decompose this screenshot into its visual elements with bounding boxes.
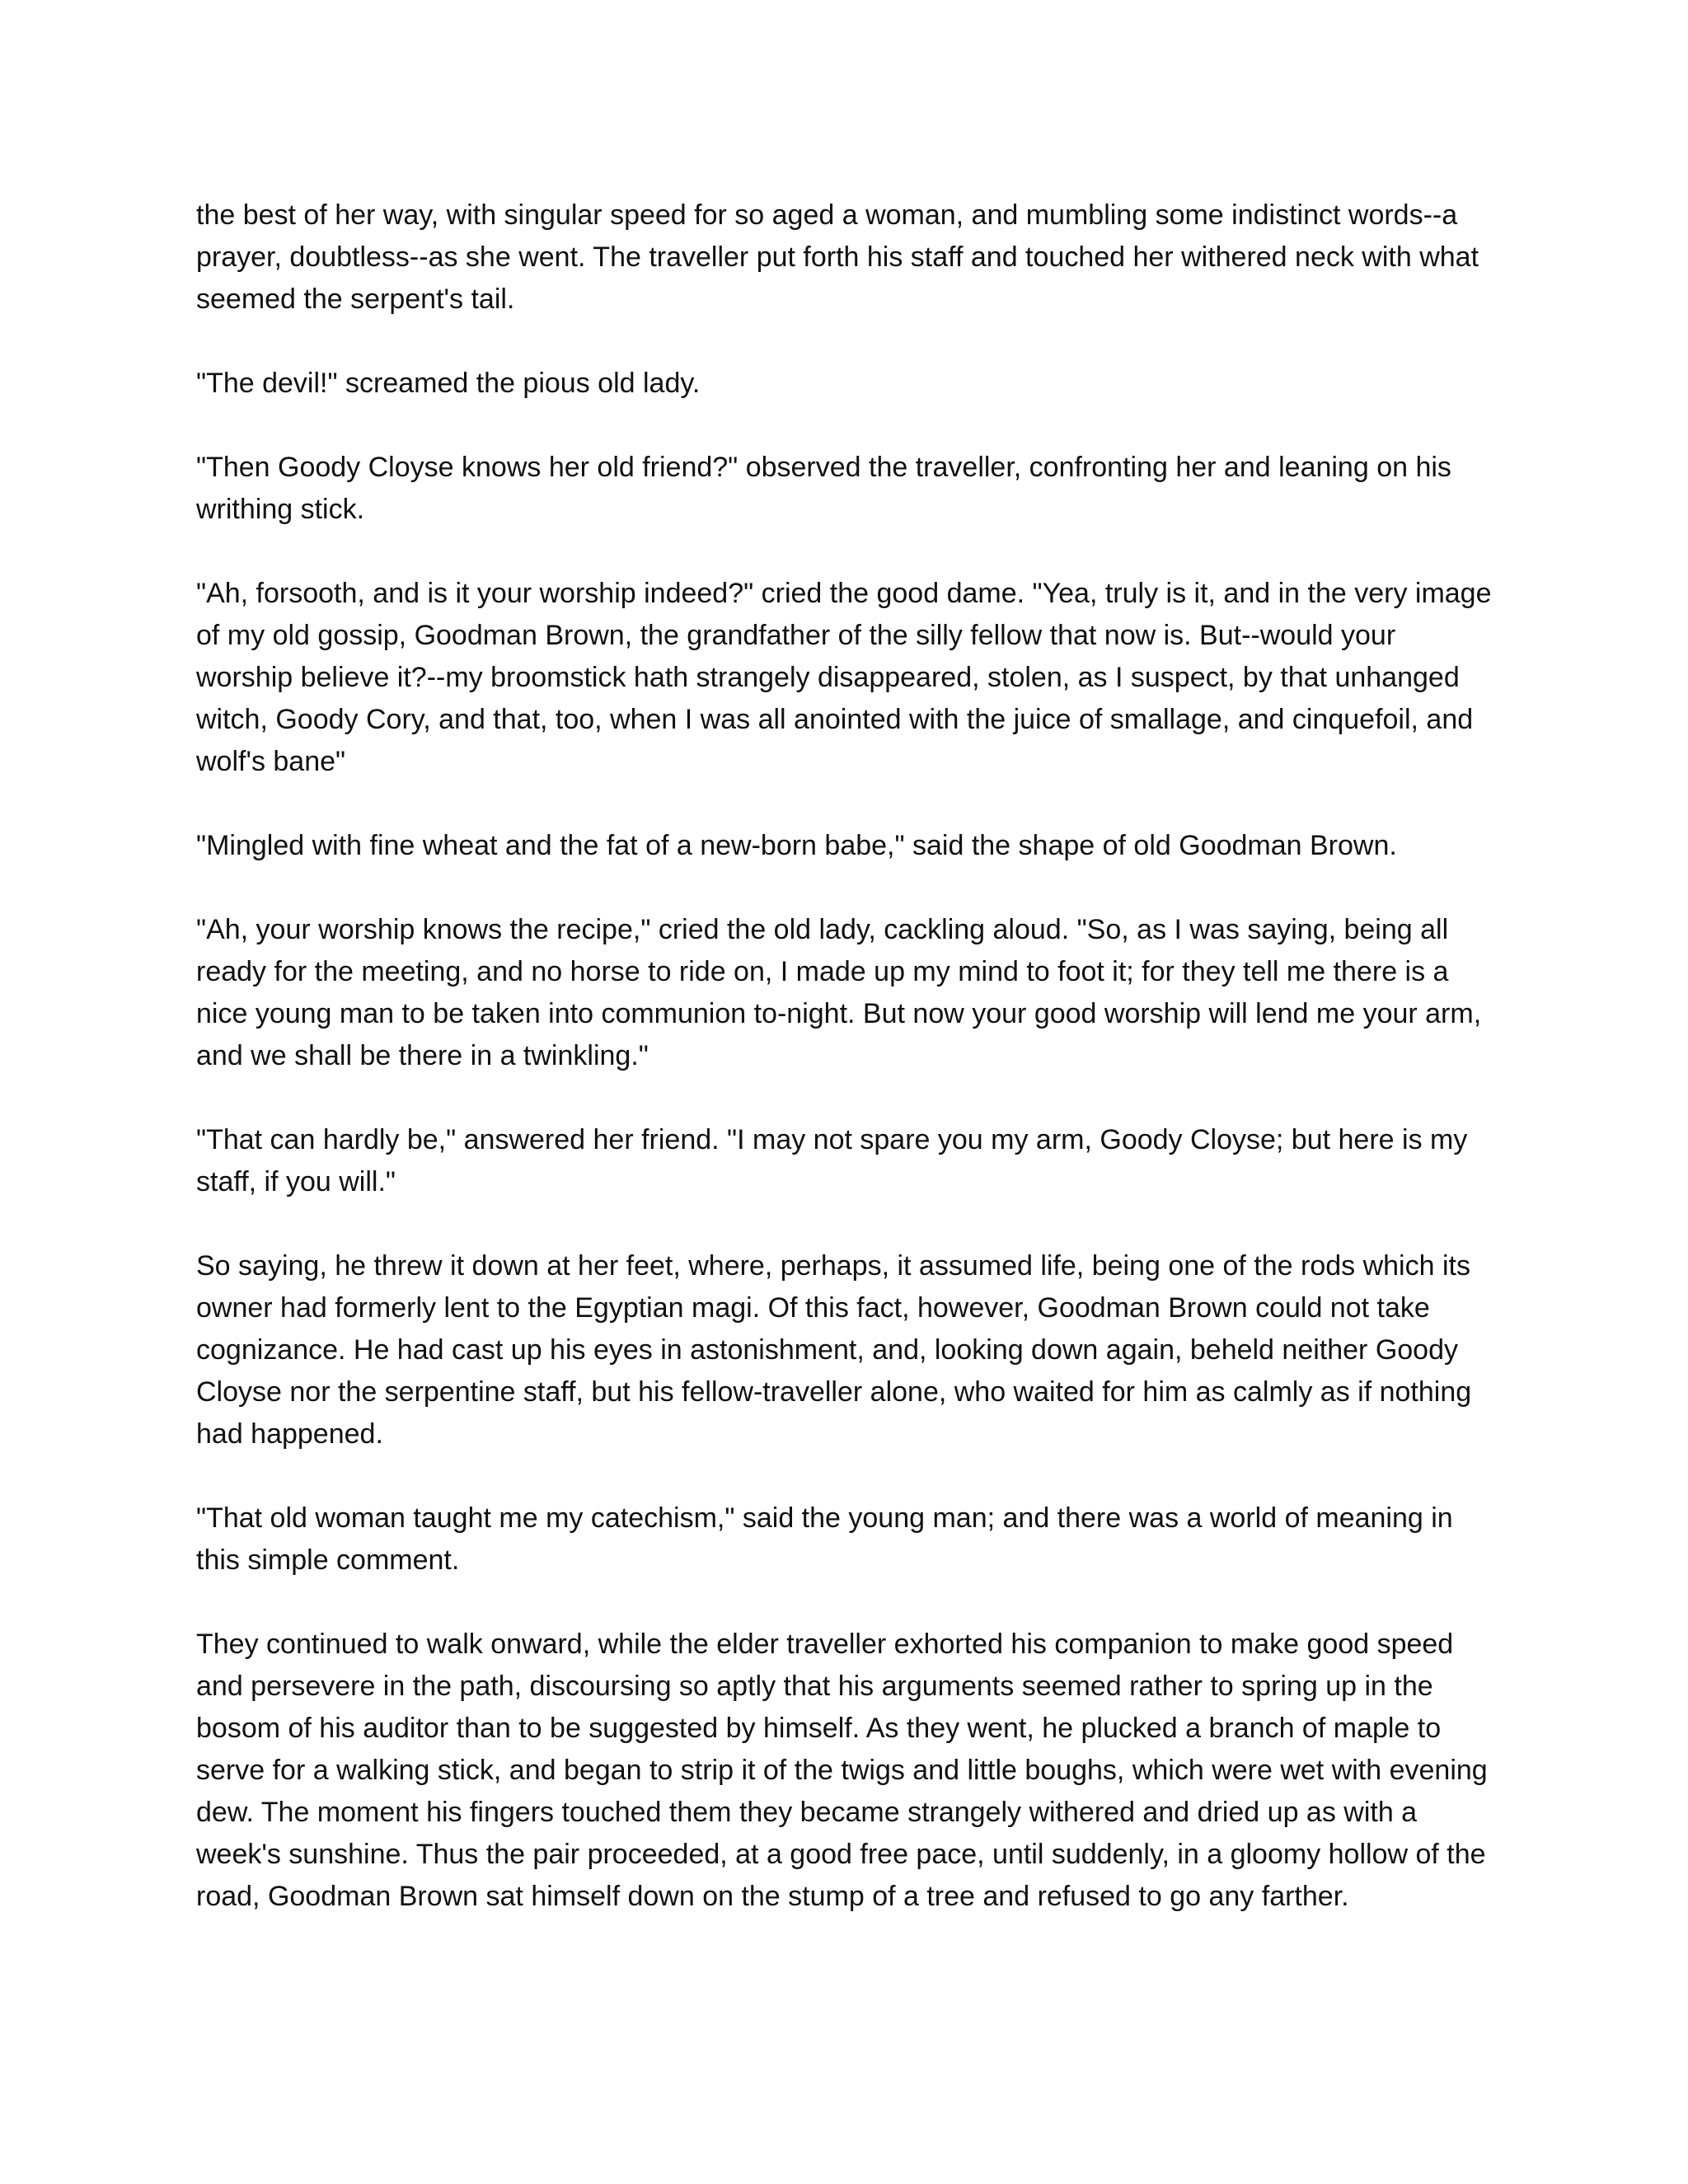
paragraph: "Then Goody Cloyse knows her old friend?" observed the traveller, confronting her and leaning on his writhing stick. bbox=[196, 452, 1451, 525]
paragraph: They continued to walk onward, while the elder traveller exhorted his companion to make good speed and persevere in the path, discoursing so aptly that his arguments seemed rather to spring up in the bosom of his auditor than to be suggested by himself. As they went, he plucked a branch of maple to serve for a walking stick, and began to strip it of the twigs and little boughs, which were wet with evening dew. The moment his fingers touched them they became strangely withered and dried up as with a week's sunshine. Thus the pair proceeded, at a good free pace, until suddenly, in a gloomy hollow of the road, Goodman Brown sat himself down on the stump of a tree and refused to go any farther. bbox=[196, 1629, 1488, 1912]
paragraph: "Mingled with fine wheat and the fat of a new-born babe," said the shape of old Goodman Brown. bbox=[196, 830, 1397, 861]
paragraph: the best of her way, with singular speed for so aged a woman, and mumbling some indistinct words--a prayer, doubtless--as she went. The traveller put forth his staff and touched her withered neck with what seemed the serpent's tail. bbox=[196, 199, 1479, 315]
paragraph: "That old woman taught me my catechism," said the young man; and there was a world of meaning in this simple comment. bbox=[196, 1502, 1453, 1576]
paragraph: "Ah, your worship knows the recipe," cried the old lady, cackling aloud. "So, as I was saying, being all ready for the meeting, and no horse to ride on, I made up my mind to foot it; for they tell me there is a nice young man to be taken into communion to-night. But now your good worship will lend me your arm, and we shall be there in a twinkling." bbox=[196, 914, 1482, 1071]
paragraph: "The devil!" screamed the pious old lady. bbox=[196, 368, 701, 399]
body-text bbox=[196, 194, 1498, 1960]
paragraph: "Ah, forsooth, and is it your worship indeed?" cried the good dame. "Yea, truly is it, and in the very image of my old gossip, Goodman Brown, the grandfather of the silly fellow that now is. But--would your worship believe it?--my broomstick hath strangely disappeared, stolen, as I suspect, by that unhanged witch, Goody Cory, and that, too, when I was all anointed with the juice of smallage, and cinquefoil, and wolf's bane" bbox=[196, 578, 1492, 777]
paragraph: "That can hardly be," answered her friend. "I may not spare you my arm, Goody Cloyse; but here is my staff, if you will." bbox=[196, 1124, 1468, 1197]
paragraph: So saying, he threw it down at her feet, where, perhaps, it assumed life, being one of the rods which its owner had formerly lent to the Egyptian magi. Of this fact, however, Goodman Brown could not take cognizance. He had cast up his eyes in astonishment, and, looking down again, beheld neither Goody Cloyse nor the serpentine staff, but his fellow-traveller alone, who waited for him as calmly as if nothing had happened. bbox=[196, 1250, 1472, 1450]
